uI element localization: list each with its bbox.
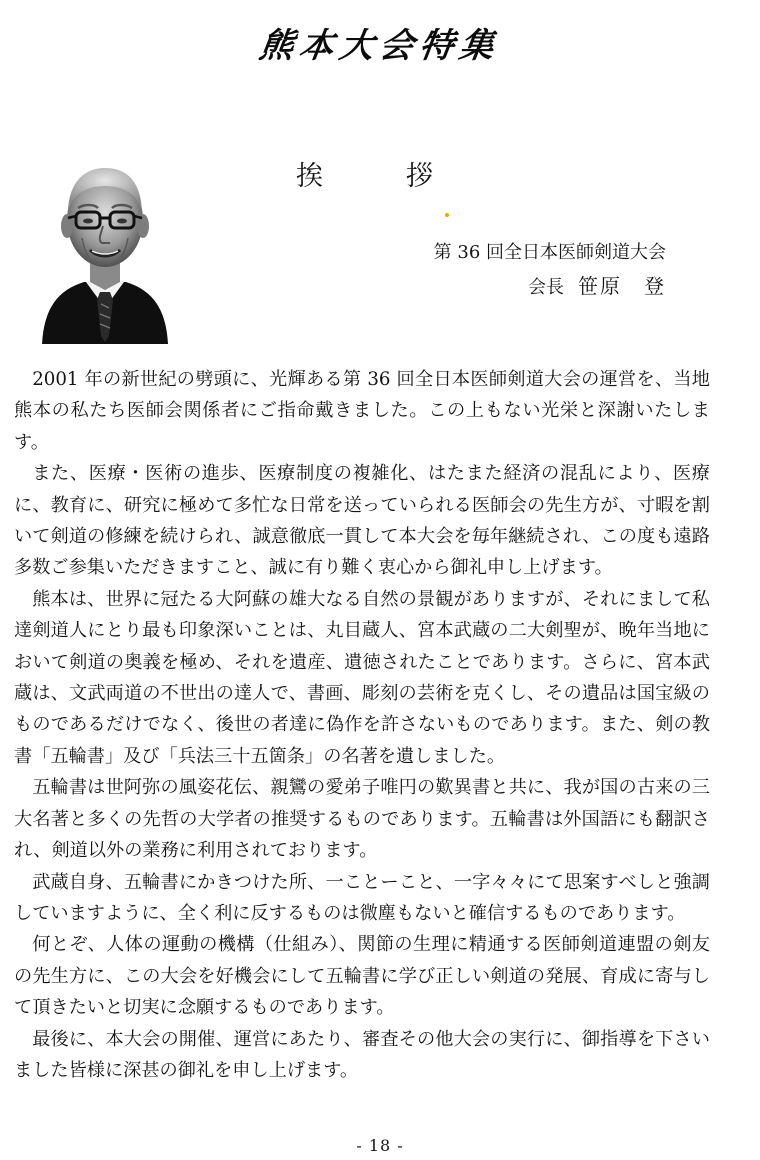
author-line <box>528 270 666 299</box>
author-name: 笹原 登 <box>578 274 666 298</box>
greeting-title: 挨 拶 <box>296 161 461 192</box>
portrait-photo <box>40 158 170 348</box>
body-paragraph: 武蔵自身、五輪書にかきつけた所、一ことーこと、一字々々にて思案すべしと強調していますように、全く利に反するものは微塵もないと確信するものであります。 <box>14 871 710 924</box>
body-paragraph: 最後に、本大会の開催、運営にあたり、審査その他大会の実行に、御指導を下さいました皆様に深甚の御礼を申し上げます。 <box>14 1028 710 1081</box>
body-paragraph: 何とぞ、人体の運動の機構（仕組み）、関節の生理に精通する医師剣道連盟の剣友の先生方に、この大会を好機会にして五輪書に学び正しい剣道の発展、育成に寄与して頂きたいと切実に念願するものであります。 <box>14 934 710 1019</box>
body-paragraph: また、医療・医術の進歩、医療制度の複雑化、はたまた経済の混乱により、医療に、教育に、研究に極めて多忙な日常を送っていられる医師会の先生方が、寸暇を割いて剣道の修練を続けられ、誠意徹底一貫して本大会を毎年継続され、この度も遠路多数ご参集いただきますこと、誠に有り難く衷心から御礼申し上げます。 <box>14 463 710 579</box>
author-role: 会長 <box>528 277 564 298</box>
body-paragraph: 五輪書は世阿弥の風姿花伝、親鸞の愛弟子唯円の歎異書と共に、我が国の古来の三大名著と多くの先哲の大学者の推奨するものであります。五輪書は外国語にも翻訳され、剣道以外の業務に利用されております。 <box>14 777 710 862</box>
page-number: - 18 - <box>356 1136 404 1155</box>
event-name: 第 36 回全日本医師剣道大会 <box>433 242 666 263</box>
body-paragraph: 2001 年の新世紀の劈頭に、光輝ある第 36 回全日本医師剣道大会の運営を、当地熊本の私たち医師会関係者にご指命戴きました。この上もない光栄と深謝いたします。 <box>14 369 710 453</box>
decorative-dot <box>445 213 449 217</box>
section-header: 熊本大会特集 <box>256 26 503 66</box>
greeting-body <box>14 364 710 1086</box>
body-paragraph: 熊本は、世界に冠たる大阿蘇の雄大なる自然の景観がありますが、それにまして私達剣道人にとり最も印象深いことは、丸目蔵人、宮本武蔵の二大剣聖が、晩年当地において剣道の奥義を極め、それを遺産、遺徳されたことであります。さらに、宮本武蔵は、文武両道の不世出の達人で、書画、彫刻の芸術を克くし、その遺品は国宝級のものであるだけでなく、後世の者達に偽作を許さないものであります。また、剣の教書「五輪書」及び「兵法三十五箇条」の名著を遺しました。 <box>14 588 710 767</box>
